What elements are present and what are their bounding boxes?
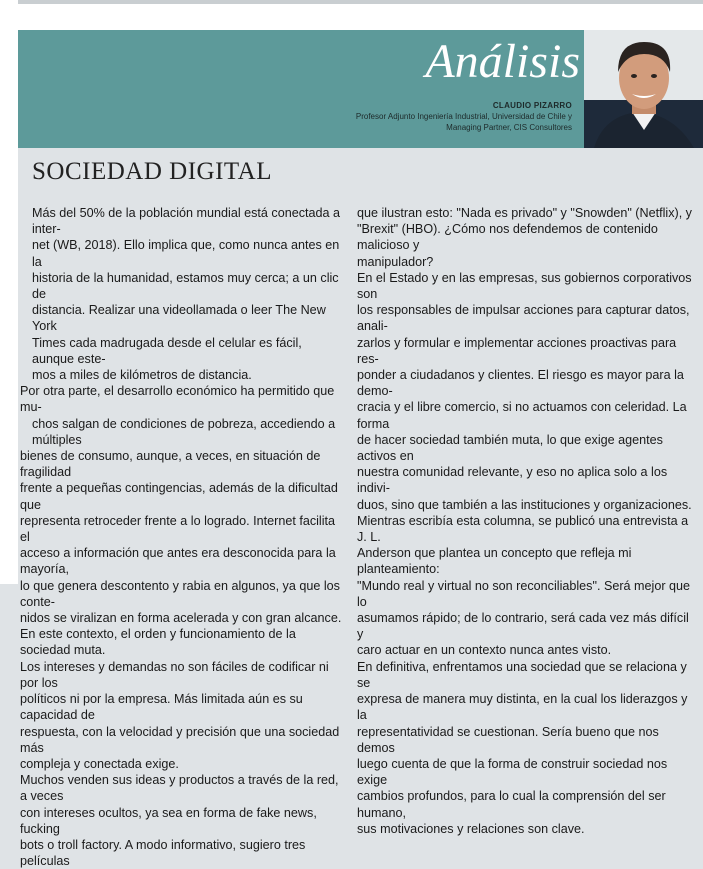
top-edge (18, 0, 703, 4)
text-line: En este contexto, el orden y funcionamiento de la sociedad muta. (20, 627, 296, 658)
text-line: luego cuenta de que la forma de construir sociedad nos exige (357, 756, 668, 788)
text-line: Por otra parte, el desarrollo económico ha permitido que mu- (20, 384, 335, 415)
article-headline: SOCIEDAD DIGITAL (32, 158, 272, 185)
text-line: de hacer sociedad también muta, lo que exige agentes activos en (357, 432, 663, 464)
text-line: representatividad se cuestionan. Sería bueno que nos demos (357, 724, 659, 755)
text-line: zarlos y formular e implementar acciones proactivas para res- (357, 335, 677, 366)
text-line: Los intereses y demandas no son fáciles de codificar ni por los (20, 659, 329, 690)
text-line: caro actuar en un contexto nunca antes visto. (357, 643, 612, 658)
text-line: respuesta, con la velocidad y precisión que una sociedad más (20, 724, 340, 755)
text-line: lo que genera descontento y rabia en algunos, ya que los conte- (20, 578, 340, 609)
text-line: mos a miles de kilómetros de distancia. (32, 368, 252, 383)
section-title: Análisis (425, 35, 580, 88)
text-line: manipulador? (357, 254, 434, 269)
author-role-line-1: Profesor Adjunto Ingeniería Industrial, Universidad de Chile y (355, 112, 572, 121)
article-column-left (20, 205, 346, 869)
text-line: nidos se viralizan en forma acelerada y con gran alcance. (20, 611, 342, 626)
text-line: asumamos rápido; de lo contrario, será cada vez más difícil y (357, 611, 689, 642)
author-portrait-image (584, 30, 703, 148)
text-line: expresa de manera muy distinta, en la cual los liderazgos y la (357, 692, 688, 723)
text-line: que ilustran esto: "Nada es privado" y "Snowden" (Netflix), y (357, 206, 692, 220)
text-line: Más del 50% de la población mundial está conectada a inter- (32, 206, 341, 237)
top-strip (0, 0, 703, 30)
text-line: bienes de consumo, aunque, a veces, en situación de fragilidad (20, 449, 321, 480)
author-block (320, 100, 572, 133)
text-line: cracia y el libre comercio, si no actuamos con celeridad. La forma (357, 400, 687, 431)
text-line: distancia. Realizar una videollamada o leer The New York (32, 303, 326, 334)
text-line: Muchos venden sus ideas y productos a través de la red, a veces (20, 773, 339, 804)
text-line: frente a pequeñas contingencias, además de la dificultad que (20, 481, 338, 512)
text-line: políticos ni por la empresa. Más limitada aún es su capacidad de (20, 692, 303, 723)
text-line: En definitiva, enfrentamos una sociedad que se relaciona y se (357, 659, 687, 690)
text-line: historia de la humanidad, estamos muy cerca; a un clic de (32, 270, 339, 302)
article-column-right (357, 205, 695, 837)
banner-left-margin (0, 30, 18, 148)
text-line: Anderson que plantea un concepto que refleja mi planteamiento: (357, 546, 632, 577)
text-line: duos, sino que también a las instituciones y organizaciones. (357, 497, 692, 512)
author-role-line-2: Managing Partner, CIS Consultores (446, 123, 572, 132)
text-line: Mientras escribía esta columna, se publicó una entrevista a J. L. (357, 513, 689, 545)
page-left-margin (0, 148, 18, 584)
text-line: net (WB, 2018). Ello implica que, como nunca antes en la (32, 238, 340, 269)
text-line: Times cada madrugada desde el celular es fácil, aunque este- (32, 335, 302, 366)
text-line: En el Estado y en las empresas, sus gobiernos corporativos son (357, 270, 692, 302)
text-line: nuestra comunidad relevante, y eso no aplica solo a los indivi- (357, 465, 668, 496)
text-line: "Brexit" (HBO). ¿Cómo nos defendemos de contenido malicioso y (357, 222, 658, 253)
text-line: compleja y conectada exige. (20, 756, 179, 771)
text-line: sus motivaciones y relaciones son clave. (357, 821, 585, 836)
text-line: bots o troll factory. A modo informativo, sugiero tres películas (20, 837, 306, 869)
text-line: ponder a ciudadanos y clientes. El riesgo es mayor para la demo- (357, 368, 684, 399)
author-name: CLAUDIO PIZARRO (492, 101, 572, 110)
text-line: los responsables de impulsar acciones para capturar datos, anali- (357, 303, 690, 334)
text-line: cambios profundos, para lo cual la comprensión del ser humano, (357, 789, 666, 820)
text-line: "Mundo real y virtual no son reconciliables". Será mejor que lo (357, 578, 691, 609)
text-line: acceso a información que antes era desconocida para la mayoría, (20, 546, 336, 577)
author-photo (584, 30, 703, 148)
text-line: con intereses ocultos, ya sea en forma de fake news, fucking (20, 805, 317, 836)
text-line: representa retroceder frente a lo logrado. Internet facilita el (20, 513, 336, 545)
text-line: chos salgan de condiciones de pobreza, accediendo a múltiples (32, 416, 336, 447)
